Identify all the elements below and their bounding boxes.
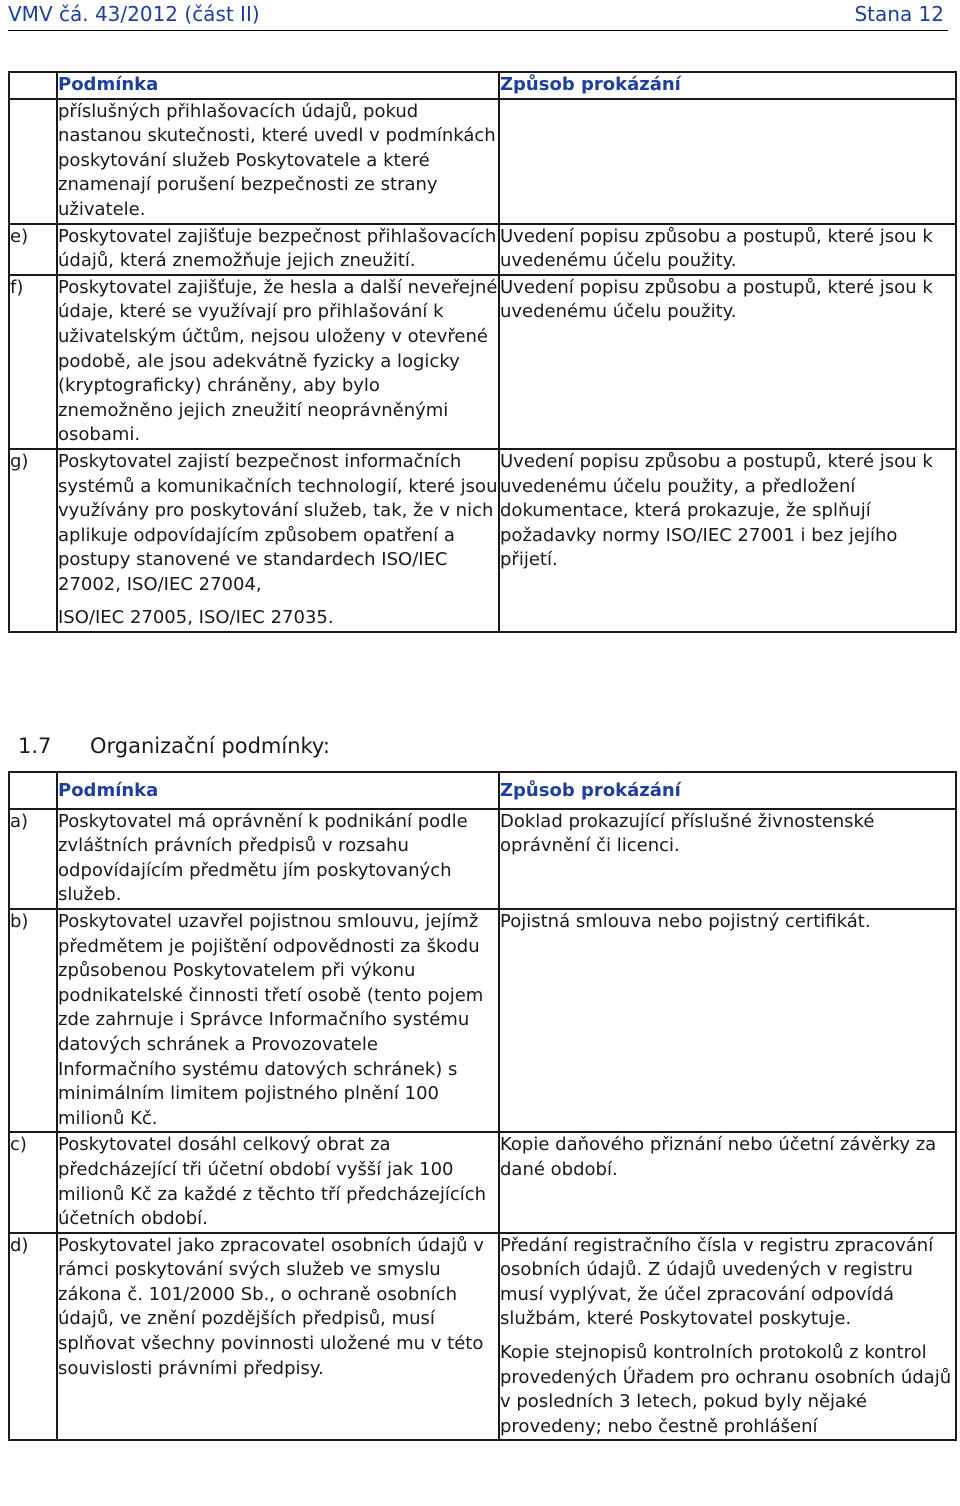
security-conditions-table xyxy=(8,71,957,633)
table-row xyxy=(9,99,956,224)
section-title: Organizační podmínky: xyxy=(90,734,330,758)
organizational-conditions-table xyxy=(8,771,957,1441)
proof-text: Kopie daňového přiznání nebo účetní závěrky za dané období. xyxy=(499,1132,956,1232)
page-number: Stana 12 xyxy=(854,2,944,26)
condition-text: Poskytovatel uzavřel pojistnou smlouvu, jejímž předmětem je pojištění odpovědnosti za škodu způsobenou Poskytovatelem při výkonu podnikatelské činnosti třetí osobě (tento pojem zde zahrnuje i Správce Informačního systému datových schránek a Provozovatele Informačního systému datových schránek) s minimálním limitem pojistného plnění 100 milionů Kč. xyxy=(57,909,499,1132)
table-row xyxy=(9,224,956,275)
proof-column-header: Způsob prokázání xyxy=(499,772,956,809)
table-row xyxy=(9,275,956,449)
page-header xyxy=(8,0,948,31)
proof-cell xyxy=(499,1233,956,1441)
row-letter: g) xyxy=(9,449,57,632)
condition-cell xyxy=(57,449,499,632)
table-header-row xyxy=(9,72,956,99)
row-letter: d) xyxy=(9,1233,57,1441)
table-row xyxy=(9,1132,956,1232)
row-letter: b) xyxy=(9,909,57,1132)
condition-text: Poskytovatel zajistí bezpečnost informačních systémů a komunikačních technologií, které jsou využívány pro poskytování služeb, tak, že v nich aplikuje odpovídajícím způsobem opatření a postupy stanovené ve standardech ISO/IEC 27002, ISO/IEC 27004, xyxy=(58,450,498,595)
journal-issue: VMV čá. 43/2012 (část II) xyxy=(8,2,260,26)
condition-text: Poskytovatel má oprávnění k podnikání podle zvláštních právních předpisů v rozsahu odpovídajícím předmětu jím poskytovaných služeb. xyxy=(57,809,499,909)
condition-text: Poskytovatel zajišťuje, že hesla a další neveřejné údaje, které se využívají pro přihlašování k uživatelským účtům, nejsou uloženy v otevřené podobě, ale jsou adekvátně fyzicky a logicky (kryptograficky) chráněny, aby bylo znemožněno jejich zneužití neoprávněnými osobami. xyxy=(57,275,499,449)
table-row xyxy=(9,909,956,1132)
condition-text-extra: ISO/IEC 27005, ISO/IEC 27035. xyxy=(58,607,334,629)
proof-text: Uvedení popisu způsobu a postupů, které jsou k uvedenému účelu použity. xyxy=(499,224,956,275)
condition-continuation: příslušných přihlašovacích údajů, pokud nastanou skutečnosti, které uvedl v podmínkách poskytování služeb Poskytovatele a které znamenají porušení bezpečnosti ze strany uživatele. xyxy=(57,99,499,224)
proof-text: Uvedení popisu způsobu a postupů, které jsou k uvedenému účelu použity. xyxy=(499,275,956,449)
condition-text: Poskytovatel jako zpracovatel osobních údajů v rámci poskytování svých služeb ve smyslu zákona č. 101/2000 Sb., o ochraně osobních údajů, ve znění pozdějších předpisů, musí splňovat všechny povinnosti uložené mu v této souvislosti právními předpisy. xyxy=(57,1233,499,1441)
proof-text: Předání registračního čísla v registru zpracování osobních údajů. Z údajů uvedených v registru musí vyplývat, že účel zpracování odpovídá službám, které Poskytovatel poskytuje. xyxy=(500,1234,934,1330)
table-row xyxy=(9,1233,956,1441)
table-row xyxy=(9,809,956,909)
row-letter: c) xyxy=(9,1132,57,1232)
condition-text: Poskytovatel dosáhl celkový obrat za předcházející tři účetní období vyšší jak 100 milionů Kč za každé z těchto tří předcházejících účetních období. xyxy=(57,1132,499,1232)
row-letter: e) xyxy=(9,224,57,275)
proof-text-extra: Kopie stejnopisů kontrolních protokolů z kontrol provedených Úřadem pro ochranu osobních údajů v posledních 3 letech, pokud byly nějaké provedeny; nebo čestně prohlášení xyxy=(500,1342,952,1437)
row-letter: a) xyxy=(9,809,57,909)
proof-text: Doklad prokazující příslušné živnostenské oprávnění či licenci. xyxy=(499,809,956,909)
condition-text: Poskytovatel zajišťuje bezpečnost přihlašovacích údajů, která znemožňuje jejich zneužití. xyxy=(57,224,499,275)
table-header-row xyxy=(9,772,956,809)
section-heading xyxy=(18,734,330,758)
row-letter: f) xyxy=(9,275,57,449)
label-column-header xyxy=(9,72,57,99)
condition-column-header: Podmínka xyxy=(57,72,499,99)
table-row xyxy=(9,449,956,632)
proof-column-header: Způsob prokázání xyxy=(499,72,956,99)
condition-column-header: Podmínka xyxy=(57,772,499,809)
proof-text: Uvedení popisu způsobu a postupů, které jsou k uvedenému účelu použity, a předložení dokumentace, která prokazuje, že splňují požadavky normy ISO/IEC 27001 i bez jejího přijetí. xyxy=(499,449,956,632)
label-column-header xyxy=(9,772,57,809)
proof-text: Pojistná smlouva nebo pojistný certifikát. xyxy=(499,909,956,1132)
section-number: 1.7 xyxy=(18,734,52,758)
